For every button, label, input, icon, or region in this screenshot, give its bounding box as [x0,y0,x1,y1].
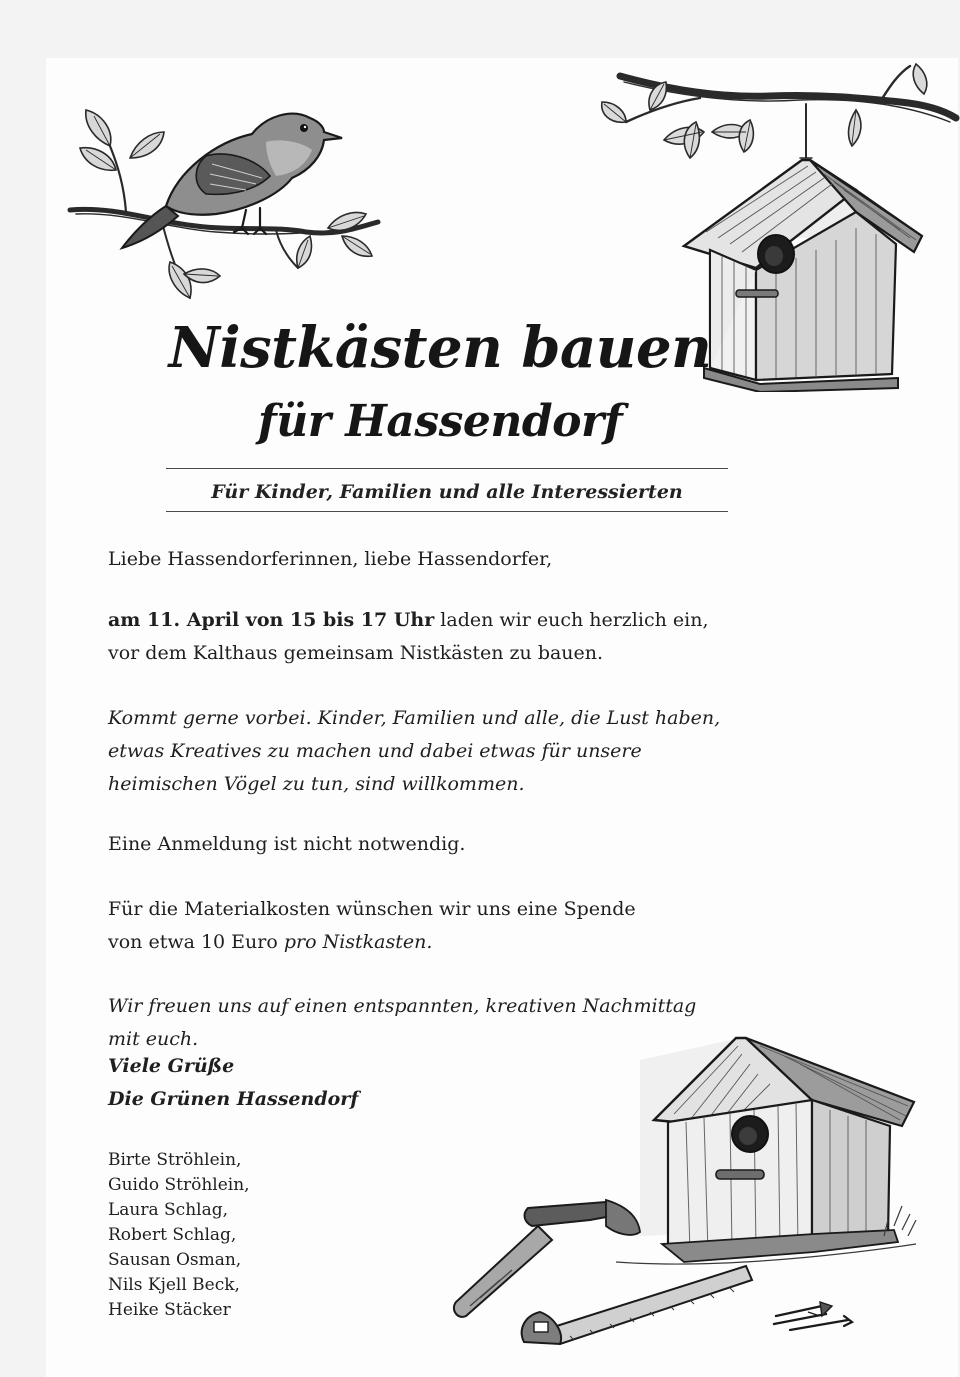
organizer-name: Laura Schlag, [108,1200,229,1220]
organizer-name: Sausan Osman, [108,1250,242,1270]
event-date-time: am 11. April von 15 bis 17 Uhr [108,609,435,631]
subtitle-rule-bottom [166,511,728,512]
organizer-name: Robert Schlag, [108,1225,237,1245]
cost-line-2: von etwa 10 Euro [108,931,284,953]
organizer-name: Guido Ströhlein, [108,1175,250,1195]
flyer-subtitle: Für Kinder, Familien und alle Interessierten [211,481,683,503]
organizer-name: Birte Ströhlein, [108,1150,242,1170]
closing-sentence: Wir freuen uns auf einen entspannten, kreativen Nachmittag mit euch. [108,995,697,1050]
invitation-line-1: Kommt gerne vorbei. Kinder, Familien und alle, die Lust haben, [108,707,721,729]
organizer-names [108,1148,250,1323]
subtitle-rule-top [166,468,728,469]
organizer-name: Heike Stäcker [108,1300,231,1320]
flyer-title-line1: Nistkästen bauen [168,315,712,381]
cost-line-1: Für die Materialkosten wünschen wir uns eine Spende [108,898,636,920]
flyer-title-line2: für Hassendorf [257,396,623,447]
event-date-paragraph [108,604,728,670]
invitation-paragraph [108,702,728,801]
event-location-text: vor dem Kalthaus gemeinsam Nistkästen zu bauen. [108,642,604,664]
event-invite-text: laden wir euch herzlich ein, [434,609,709,631]
cost-paragraph [108,893,728,959]
bird-on-branch-icon [66,86,386,326]
sender-name: Die Grünen Hassendorf [108,1088,359,1110]
cost-line-2-italic: pro Nistkasten. [283,931,433,953]
invitation-line-3: heimischen Vögel zu tun, sind willkommen. [108,773,525,795]
registration-note: Eine Anmeldung ist nicht notwendig. [108,833,466,855]
greeting: Liebe Hassendorferinnen, liebe Hassendorfer, [108,548,553,570]
closing-greeting: Viele Grüße [108,1055,235,1077]
organizer-name: Nils Kjell Beck, [108,1275,240,1295]
invitation-line-2: etwas Kreatives zu machen und dabei etwas für unsere [108,740,642,762]
signature-block [108,1050,728,1116]
